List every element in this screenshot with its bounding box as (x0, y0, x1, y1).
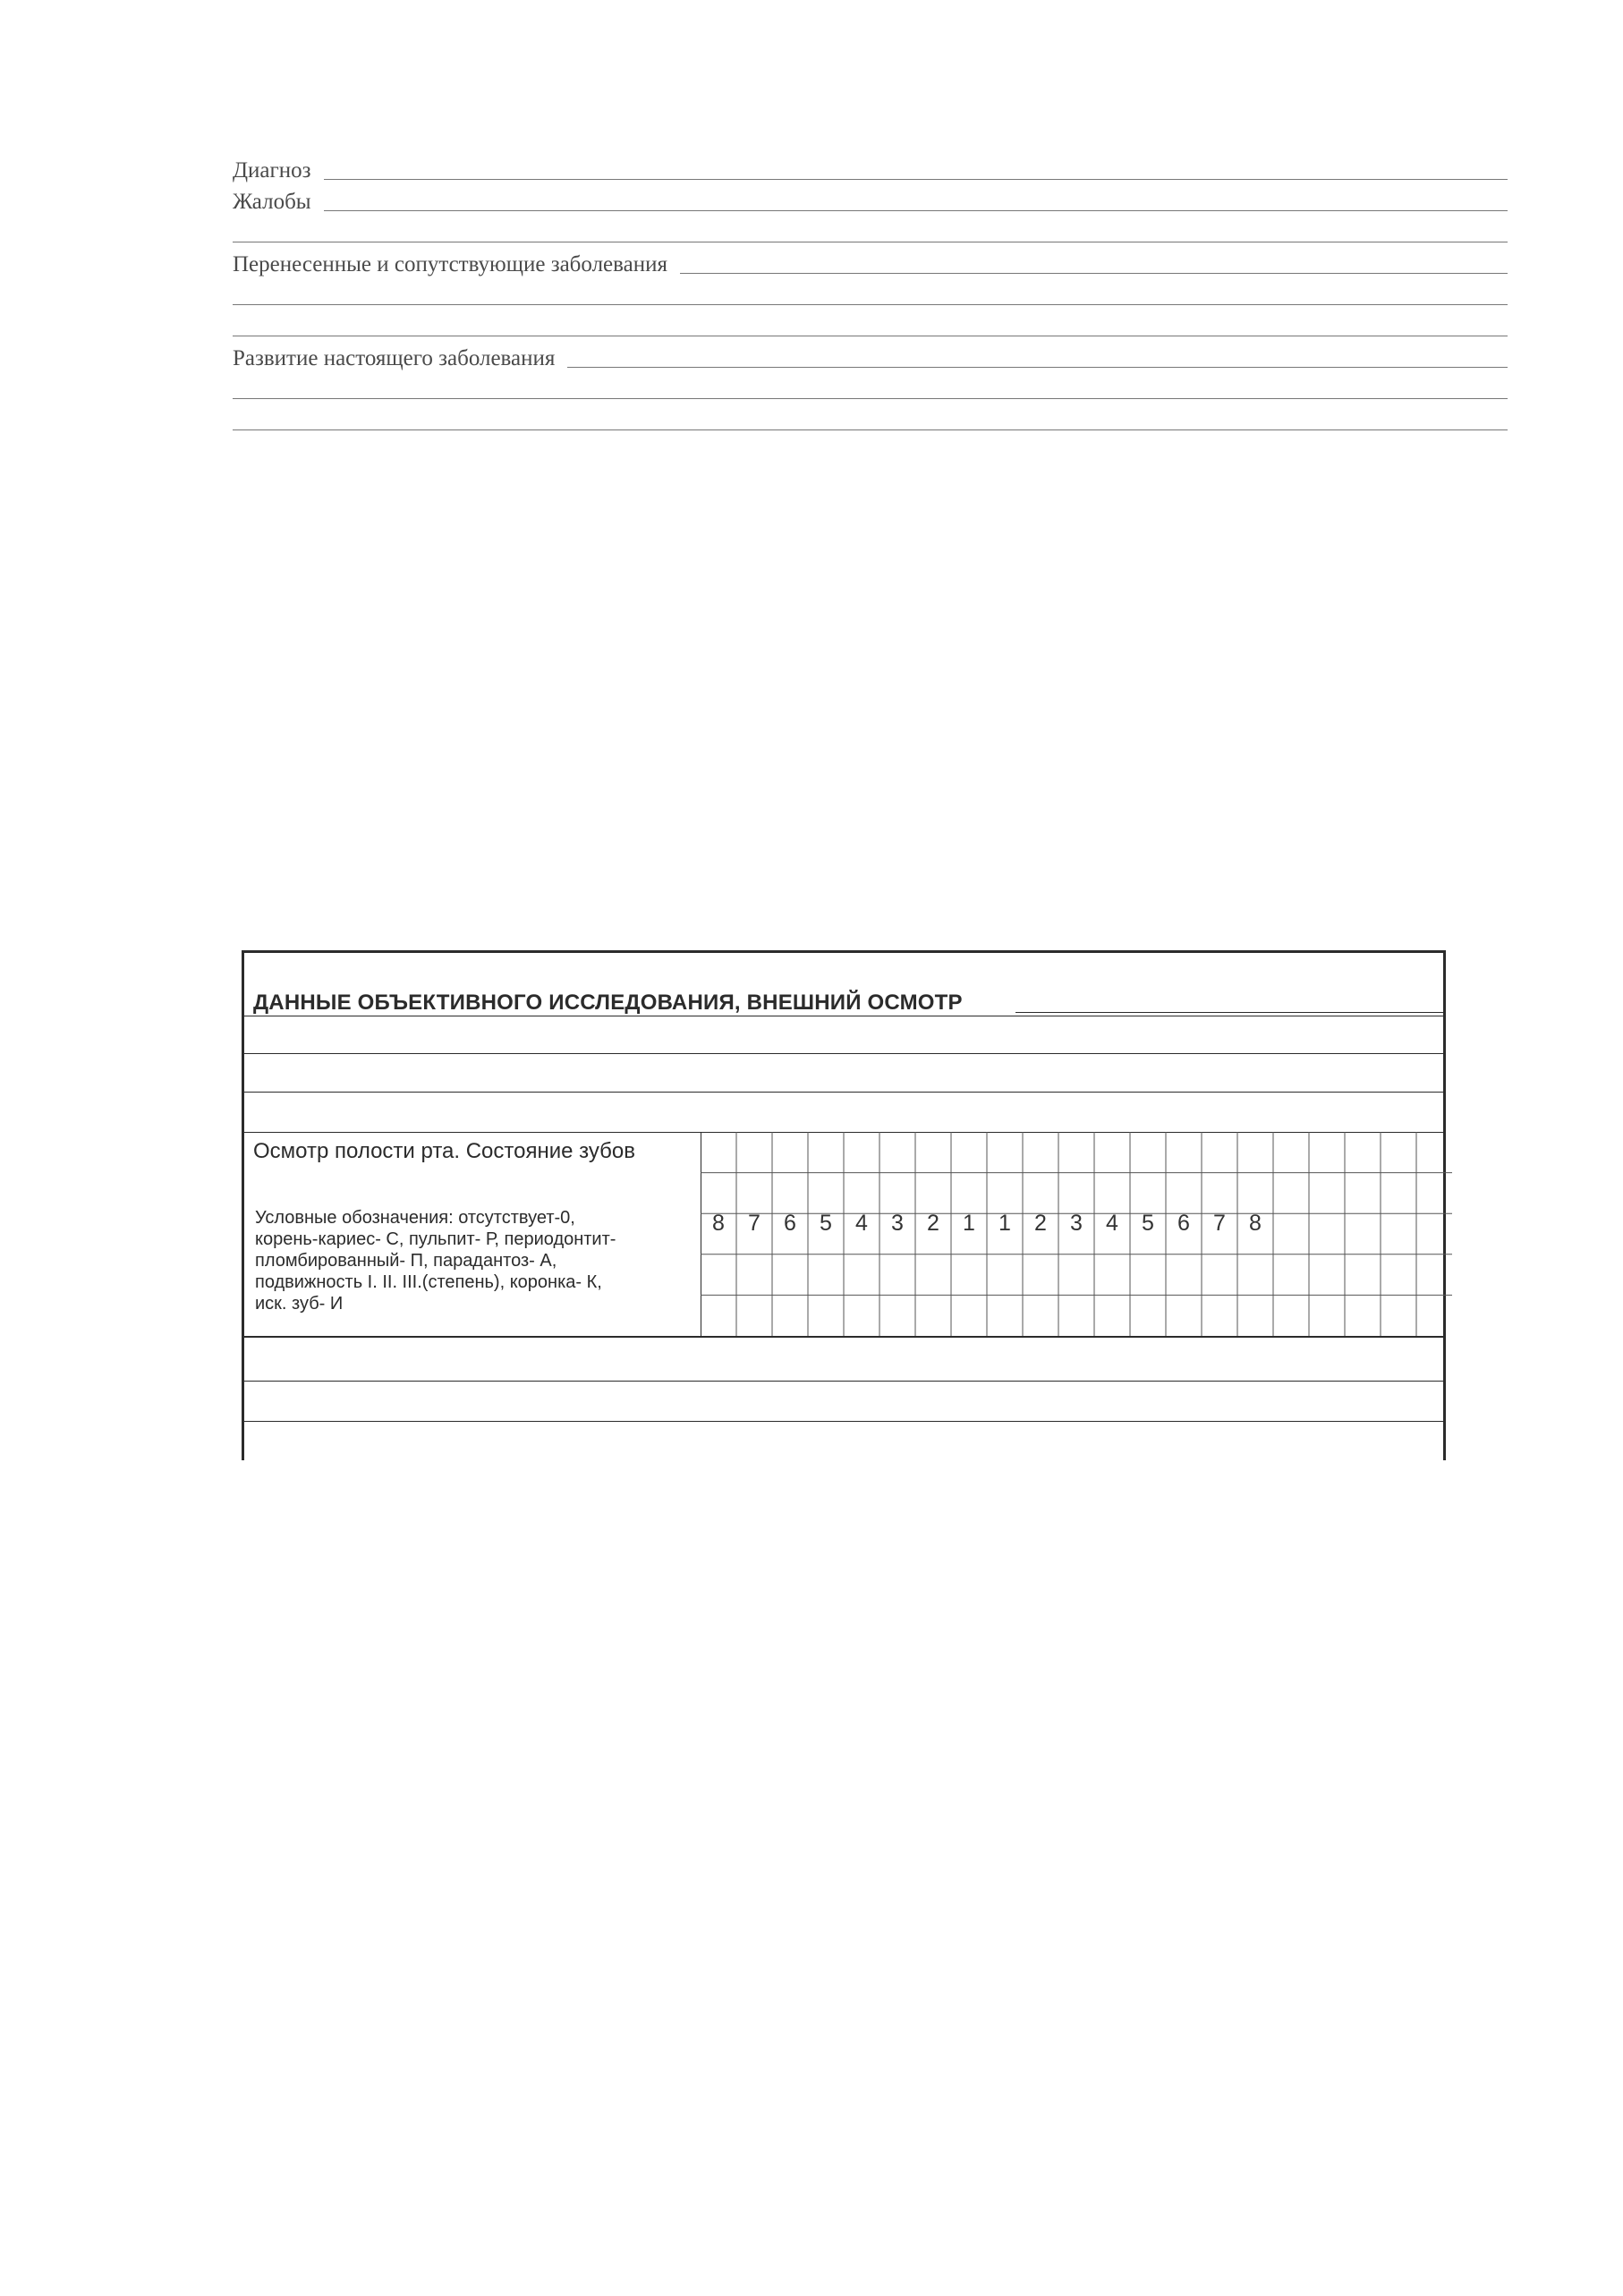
tooth-number: 4 (855, 1211, 868, 1236)
present-disease-field-3[interactable] (233, 429, 1508, 430)
legend-line: корень-кариес- С, пульпит- Р, периодонтит- (255, 1229, 616, 1249)
tooth-number: 2 (1034, 1211, 1047, 1236)
past-diseases-field-3[interactable] (233, 335, 1508, 336)
past-diseases-extra-line-2 (233, 309, 1508, 340)
tooth-number: 8 (1249, 1211, 1262, 1236)
diagnosis-label: Диагноз (233, 158, 311, 183)
diagnosis-row (233, 152, 1508, 183)
exam-line-6[interactable] (244, 1421, 1443, 1422)
exam-line-2[interactable] (244, 1092, 1443, 1093)
tooth-number: 1 (963, 1211, 975, 1236)
tooth-number: 7 (1213, 1211, 1226, 1236)
complaints-extra-line (233, 215, 1508, 246)
diagnosis-field[interactable] (324, 178, 1508, 180)
present-disease-row (233, 340, 1508, 371)
past-diseases-label: Перенесенные и сопутствующие заболевания (233, 252, 667, 276)
complaints-field[interactable] (324, 209, 1508, 211)
past-diseases-row (233, 246, 1508, 277)
past-diseases-extra-line-1 (233, 277, 1508, 309)
tooth-number: 1 (998, 1211, 1011, 1236)
past-diseases-field-2[interactable] (233, 303, 1508, 305)
tooth-legend (255, 1207, 693, 1314)
present-disease-extra-line-2 (233, 403, 1508, 434)
dental-chart-grid[interactable] (701, 1132, 1443, 1336)
tooth-number: 8 (712, 1211, 725, 1236)
present-disease-extra-line-1 (233, 371, 1508, 403)
exam-title-row (244, 953, 1443, 1016)
tooth-number: 6 (1177, 1211, 1190, 1236)
exam-title-field[interactable] (1015, 1012, 1443, 1013)
tooth-number: 2 (927, 1211, 939, 1236)
legend-line: пломбированный- П, парадантоз- А, (255, 1251, 557, 1271)
tooth-number: 6 (784, 1211, 796, 1236)
complaints-label: Жалобы (233, 190, 311, 214)
tooth-number: 4 (1106, 1211, 1118, 1236)
present-disease-field[interactable] (567, 366, 1508, 368)
exam-line-1[interactable] (244, 1053, 1443, 1054)
legend-line: Условные обозначения: отсутствует-0, (255, 1208, 575, 1228)
tooth-number: 7 (748, 1211, 761, 1236)
patient-history-form (233, 152, 1508, 434)
oral-exam-legend-cell (244, 1132, 701, 1336)
tooth-number: 5 (1142, 1211, 1154, 1236)
present-disease-label: Развитие настоящего заболевания (233, 346, 556, 370)
tooth-number: 3 (1070, 1211, 1083, 1236)
exam-title: ДАННЫЕ ОБЪЕКТИВНОГО ИССЛЕДОВАНИЯ, ВНЕШНИЙ ОСМОТР (253, 991, 963, 1015)
tooth-number: 3 (891, 1211, 904, 1236)
complaints-row (233, 183, 1508, 215)
oral-exam-heading: Осмотр полости рта. Состояние зубов (253, 1139, 635, 1163)
exam-line-5[interactable] (244, 1381, 1443, 1382)
present-disease-field-2[interactable] (233, 397, 1508, 399)
tooth-number: 5 (820, 1211, 832, 1236)
complaints-field-2[interactable] (233, 241, 1508, 242)
legend-line: подвижность I. II. III.(степень), коронка- К, (255, 1272, 602, 1292)
exam-line-4 (244, 1336, 1443, 1338)
legend-line: иск. зуб- И (255, 1294, 344, 1314)
past-diseases-field[interactable] (680, 272, 1508, 274)
objective-exam-table (242, 950, 1446, 1460)
